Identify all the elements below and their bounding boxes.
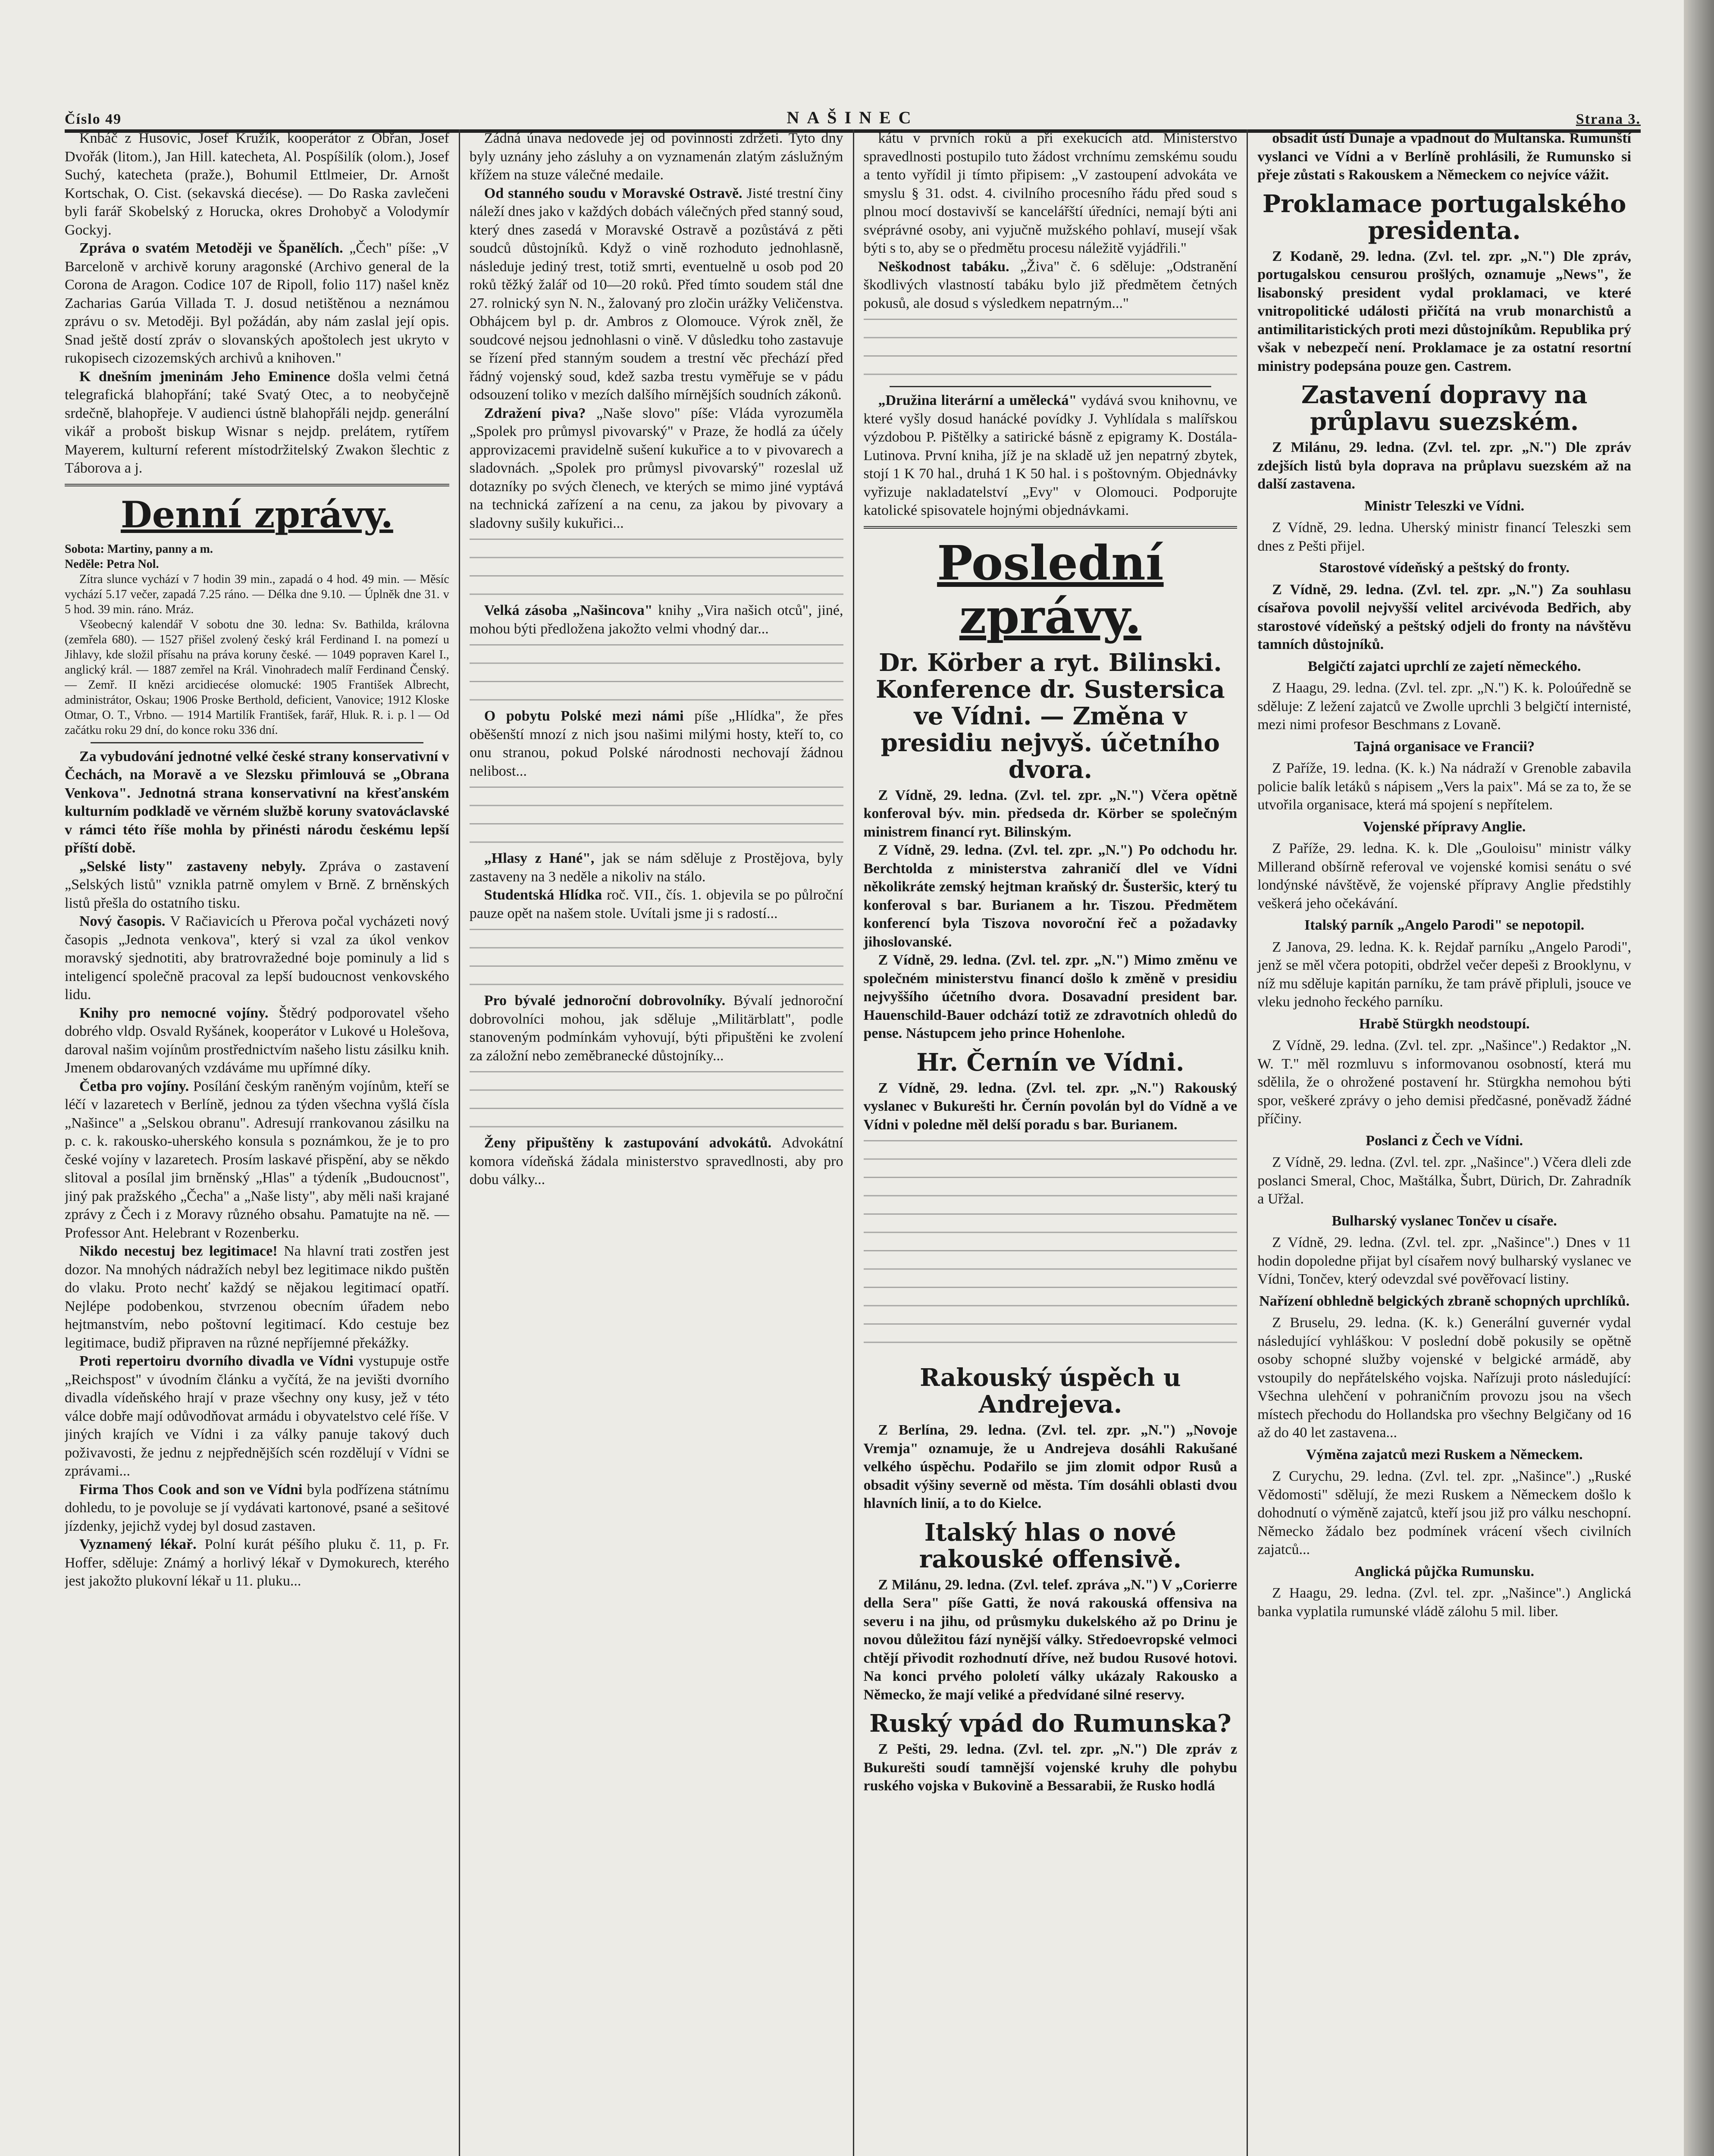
text-block [470, 638, 843, 707]
column-2 [459, 129, 853, 2156]
article-heading: Belgičtí zajatci uprchlí ze zajetí německého. [1307, 658, 1581, 674]
article-lead: Zpráva o svatém Metoději ve Španělích. [79, 240, 343, 256]
article-paragraph: Z Paříže, 19. ledna. (K. k.) Na nádraží v Grenoble zabavila policie balík letáků s nápisem „Vers la paix". Má se za to, že se utvořila organisace, která má spojení s nepřítelem. [1257, 760, 1631, 813]
article-paragraph: „Selské listy" zastaveny nebyly. Zpráva o zastavení „Selských listů" vznikla patrně omylem v Brně. Z brněnských listů přešla do ostatního tisku. [65, 858, 449, 911]
column-4 [1247, 129, 1641, 2156]
article-paragraph: Z Vídně, 29. ledna. (Zvl. tel. zpr. „N.") Po odchodu hr. Berchtolda z ministerstva zahraničí dlel ve Vídni několikráte zemský hejtman kraňský dr. Šusteršic, který tu konferoval s bar. Burianem a hr. Tiszou. Předmětem konferencí byla Tiszova novoroční řeč a požadavky jihoslovanské. [863, 842, 1238, 950]
article-paragraph: Z Vídně, 29. ledna. (Zvl. tel. zpr. „N.") Za souhlasu císařova povolil nejvyšší velitel arcivévoda Bedřich, aby starostové vídeňský a peštský odjeli do fronty na návštěvu tamních důstojníků. [1257, 581, 1631, 652]
article-paragraph: Zpráva o svatém Metoději ve Španělích. „Čech" píše: „V Barceloně v archivě koruny aragonské (Archivo general de la Corona de Aragon. Codice 107 de Ripoll, folio 117) našel kněz Zacharias Garúa Villada T. J. dosud netištěnou a neznámou zprávu o sv. Metoději. Byl požádán, aby nám zaslal její opis. Snad ještě dostí zpráv o slovanských apoštolech jest ukryto v rukopisech cizozemských archivů a knihoven." [65, 240, 449, 366]
article-paragraph: Z Vídně, 29. ledna. Uherský ministr financí Teleszki sem dnes z Pešti přijel. [1257, 520, 1631, 554]
divider [65, 484, 449, 486]
section-heading-denni-zpravy: Denní zprávy. [120, 493, 393, 536]
text-block [864, 1134, 1238, 1358]
article-heading: Ruský vpád do Rumunska? [869, 1709, 1231, 1738]
article-heading: Rakouský úspěch u Andrejeva. [920, 1363, 1181, 1419]
issue-number: Číslo 49 [65, 111, 122, 127]
article-paragraph: Z Vídně, 29. ledna. (Zvl. tel. zpr. „N.") Mimo změnu ve společném ministerstvu financí došlo k změně v presidiu nejvyššího účetního dvora. Dosavadní president bar. Hauenschild-Bauer odchází totiž ze zdravotních ohledů do pense. Nástupcem jeho prince Hohenlohe. [863, 952, 1238, 1041]
article-paragraph: Neškodnost tabáku. „Živa" č. 6 sděluje: „Odstranění škodlivých vlastností tabáku bylo již předmětem četných pokusů, ale dosud s výsledkem nepatrným..." [863, 258, 1238, 311]
article-heading: Poslanci z Čech ve Vídni. [1366, 1132, 1523, 1149]
article-heading: Výměna zajatců mezi Ruskem a Německem. [1306, 1446, 1583, 1463]
article-heading: Italský hlas o nové rakouské offensivě. [919, 1518, 1181, 1573]
article-paragraph: Z Haagu, 29. ledna. (Zvl. tel. zpr. „N.") K. k. Poloúředně se sděluje: Z ležení zajatců ve Zwolle uprchli 3 belgičtí internisté, mezi nimi profesor Beschmans z Lovaně. [1257, 680, 1631, 733]
column-1 [65, 129, 459, 2156]
article-paragraph: Knihy pro nemocné vojíny. Štědrý podporovatel všeho dobrého vldp. Osvald Ryšánek, kooperátor v Lukové u Holešova, daroval našim vojínům prostřednictvím našeho listu zásilku knih. Jmenem obdarovaných vzdáváme mu upřímné díky. [65, 1005, 449, 1076]
article-paragraph: Nikdo necestuj bez legitimace! Na hlavní trati zostřen jest dozor. Na mnohých nádražích nebyl bez legitimace nikdo puštěn do vlaku. Proto nechť každý se nějakou legitimací opatří. Nejlépe podobenkou, stvrzenou obecním úřadem nebo hejtmanstvím, nebo poštovní legitimací. Kdo cestuje bez legitimace, budiž připraven na různé nepříjemné překážky. [65, 1243, 449, 1351]
columns [65, 129, 1641, 2156]
article-heading: Ministr Teleszki ve Vídni. [1364, 498, 1525, 514]
article-paragraph: Z Milánu, 29. ledna. (Zvl. telef. zpráva „N.") V „Corierre della Sera" píše Gatti, že nová rakouská offensiva na severu i na jihu, od průsmyku dukelského až po Drinu je novou důležitou fází nynější války. Středoevropské velmoci chtějí přivodit rozhodnutí dříve, než budou Rusové hotovi. Na konci prvého pololetí války ukázaly Rakousko a Německo, že mají veliké a předvídané silné reservy. [863, 1576, 1238, 1703]
article-paragraph: Z Vídně, 29. ledna. (Zvl. tel. zpr. „Našince".) Dnes v 11 hodin dopoledne přijat byl císařem nový bulharský vyslanec ve Vídni, Tončev, který odevzdal své pověřovací listiny. [1257, 1235, 1631, 1287]
article-paragraph: Za vybudování jednotné velké české strany konservativní v Čechách, na Moravě a ve Slezsku přimlouvá se „Obrana Venkova". Jednotná strana konservativní na křesťanském kulturním podkladě ve věrném službě koruny svatováclavské v rámci této říše mohla by přinésti národu českému lepší příští době. [65, 748, 449, 856]
page-number: Strana 3. [1576, 111, 1641, 127]
article-paragraph: Studentská Hlídka roč. VII., čís. 1. objevila se po půlroční pauze opět na našem stole. Uvítali jsme ji s radostí... [469, 887, 843, 921]
article-heading: Tajná organisace ve Francii? [1354, 738, 1535, 755]
article-heading: Vojenské přípravy Anglie. [1363, 818, 1526, 835]
masthead-title: NAŠINEC [786, 108, 919, 127]
calendar-names: Sobota: Martiny, panny a m. Neděle: Petra Nol. Zítra slunce vychází v 7 hodin 39 min., zapadá o 4 hod. 49 min. — Měsíc vychází 5.17 večer, zapadá 7.25 ráno. — Délka dne 9.10. — Úplněk dne 31. v 5 hod. 39 min. ráno. Mráz. Všeobecný kalendář V sobotu dne 30. ledna: Sv. Bathilda, královna (zemřela 680). — 1527 přišel zvolený český král Ferdinand I. na pomezí u Jihlavy, kde složil přísahu na práva koruny české. — 1049 popraven Karel I., anglický král. — 1887 zemřel na Král. Vinohradech malíř Ferdinand Čenský. — Zemř. II knězi arcidiecése olomucké: 1905 František Albrecht, administrátor, Oskau; 1906 Proske Berthold, deficient, Vanovice; 1912 Kloske Otmar, O. T., Vrbno. — 1914 Martilík František, farář, Hluk. R. i. p. l — Od začátku roku 29 dní, do konce roku 336 dní. [65, 542, 449, 737]
article-paragraph: Pro bývalé jednoroční dobrovolníky. Bývalí jednoroční dobrovolníci mohou, jak sděluje „Militärblatt", podle stanoveným podmínkám vyhovují, býti připuštěni ke zvolení za záložní nebo zeměbranecké důstojníky... [469, 993, 843, 1064]
article-heading: Hr. Černín ve Vídni. [916, 1048, 1184, 1077]
article-paragraph: Z Vídně, 29. ledna. (Zvl. tel. zpr. „Našince".) Včera dleli zde poslanci Smeral, Choc, Maštálka, Šubrt, Dürich, Dr. Zahradník a Uřžal. [1257, 1154, 1631, 1207]
article-heading: Anglická půjčka Rumunsku. [1354, 1563, 1534, 1579]
article-paragraph: Z Curychu, 29. ledna. (Zvl. tel. zpr. „Našince".) „Ruské Vědomosti" sdělují, že mezi Ruskem a Německem došlo k dohodnutí o výměně zajatců, kteří jsou již pro válku neschopní. Německo žádalo bez podmínek vrácení všech civilních zajatců... [1257, 1468, 1631, 1557]
article-heading: Dr. Körber a ryt. Bilinski. Konference dr. Sustersica ve Vídni. — Změna v presidiu nejvyš. účetního dvora. [876, 648, 1225, 784]
article-paragraph: Žádná únava nedovede jej od povinnosti zdržeti. Tyto dny byly uznány jeho zásluhy a on vyznamenán zlatým záslužným křížem na stuze válečné medaile. [469, 130, 843, 183]
article-paragraph: Zdražení piva? „Naše slovo" píše: Vláda vyrozuměla „Spolek pro průmysl pivovarský" v Praze, že hodlá za účely approvizacemi pravidelně sušení kukuřice a to v pivovarech a sladovnách. „Spolek pro průmysl pivovarský" rozeslal už dotazníky po svých členech, ve kterých se mimo jiné vyptává na technická zařízení a na cenu, za jakou by pivovary a sladovny sušily kukuřici... [469, 405, 843, 531]
text-block [470, 1065, 843, 1134]
article-paragraph: Velká zásoba „Našincova" knihy „Vira našich otců", jiné, mohou býti předložena jakožto velmi vhodný dar... [469, 602, 843, 637]
article-paragraph: Z Paříže, 29. ledna. K. k. Dle „Gouloisu" ministr války Millerand obšírně referoval ve vojenské komisi senátu o své londýnské návštěvě, že vojenské přípravy Anglie předstihly veškerá jeho očekávání. [1257, 840, 1631, 912]
article-heading: Proklamace portugalského presidenta. [1262, 189, 1626, 245]
divider [864, 526, 1238, 529]
article-paragraph: Proti repertoiru dvorního divadla ve Vídni vystupuje ostře „Reichspost" v úvodním článku a vyčítá, že na jevišti dvorního divadla vídeňského hrají v praze všechny ony kusy, jež v této válce dobře mají odůvodňovat armádu i obyvatelstvo celé říše. V jiných krajích ve Vídni i za války panuje takový duch poživavosti, že jednu z nejpřednějších scén rozdělují v Vídni se zprávami... [65, 1353, 449, 1479]
article-paragraph: Z Vídně, 29. ledna. (Zvl. tel. zpr. „Našince".) Redaktor „N. W. T." měl rozmluvu s informovanou osobností, která mu sdělila, že o ohrožené postavení hr. Stürgkha nemohou býti spor, veškeré zprávy o jeho demisi předčasné, poněvadž žádné příčiny. [1257, 1037, 1631, 1127]
article-paragraph: Knbáč z Husovic, Josef Kružík, kooperátor z Obřan, Josef Dvořák (litom.), Jan Hill. katecheta, Al. Pospíšilík (olom.), Josef Suchý, katecheta (praže.), Bohumil Ettlmeier, Dr. Arnošt Kortschak, O. Cist. (sekavská diecése). — Do Raska zavlečeni byli farář Skobelský z Horucka, okres Drohobyč a Volodymír Gockyj. [65, 130, 449, 238]
text-block [470, 533, 843, 602]
text-block [470, 780, 843, 849]
article-paragraph: kátu v prvních roků a při exekucích atd. Ministerstvo spravedlnosti postupilo tuto žádost vrchnímu zemskému soudu a tento vyřídil ji tímto připisem: „V zastoupení advokáta ve smyslu § 31. odst. 4. civilního procesního řádu před soud s plnou mocí dostavivší se kancelářští úředníci, nemají býti ani svéprávné osoby, ani vyjučně mužského pohlaví, musejí však býti s to, aby se o předmětu procesu náležitě vyjádřili." [863, 130, 1238, 256]
article-paragraph: obsadit ústí Dunaje a vpadnout do Multanska. Rumunští vyslanci ve Vídni a v Berlíně prohlásili, že Rumunsko si přeje zůstati s Rakouskem a Německem co nejvíce vážit. [1257, 130, 1631, 183]
text-block [470, 923, 843, 992]
article-heading: Bulharský vyslanec Tončev u císaře. [1332, 1213, 1557, 1229]
article-paragraph: Z Vídně, 29. ledna. (Zvl. tel. zpr. „N.") Včera opětně konferoval býv. min. předseda dr. Körber se společným ministrem financí ryt. Bilinským. [863, 787, 1238, 840]
article-paragraph: Z Kodaně, 29. ledna. (Zvl. tel. zpr. „N.") Dle zpráv, portugalskou censurou prošlých, oznamuje „News", že lisabonský president vydal proklamaci, ve které vnitropolitické události přičítá na vrub monarchistů a antimilitaristických proti mezi důstojníkům. Republika prý však v nebezpečí není. Proklamace je za ostatní resortní ministry podepsána pouze gen. Castrem. [1257, 248, 1631, 374]
article-paragraph: „Družina literární a umělecká" vydává svou knihovnu, ve které vyšly dosud hanácké povídky J. Vyhlídala s malířskou výzdobou P. Pištělky a satirické básně z epigramy K. Dostála-Lutinova. První kniha, jíž je na skladě už jen nepatrný zbytek, stojí 1 K 70 hal., druhá 1 K 50 hal. i s poštovným. Objednávky vyřizuje nakladatelství „Evy" v Olomouci. Podporujte katolické spisovatele hojnými objednávkami. [863, 392, 1238, 518]
article-heading: Zastavení dopravy na průplavu suezském. [1301, 381, 1588, 436]
article-paragraph: Z Pešti, 29. ledna. (Zvl. tel. zpr. „N.") Dle zpráv z Bukurešti soudí tamnější vojenské kruhy dle pohybu ruského vojska v Bukovině a Bessarabii, že Rusko hodlá [863, 1741, 1238, 1794]
article-paragraph: Od stanného soudu v Moravské Ostravě. Jisté trestní činy náleží dnes jako v každých dobách válečných před stanný soud, který dnes zasedá v Moravské Ostravě a pozůstává z pěti soudců důstojníků. Když o vině rozhoduto jednohlasně, následuje jediný trest, totiž smrti, eventuelně u osob pod 20 roků těžký žalář od 10—20 roků. Před tímto soudem stál dne 27. rolnický syn N. N., žalovaný pro zločin urážky Veličenstva. Obhájcem byl p. dr. Ambros z Olomouce. Výrok zněl, že soudcové nejsou jednohlasni o vině. V důsledku toho zastavuje se řízení před stanným soudem a trestní věc přechází před řádný vojenský soud, kdež sazba trestu vyměřuje se v pádu odsouzení toliko v mezích dalšího mírnějších soudních zákonů. [469, 185, 843, 403]
article-paragraph: „Hlasy z Hané", jak se nám sděluje z Prostějova, byly zastaveny na 3 neděle a nikoliv na stálo. [469, 850, 843, 885]
article-paragraph: Z Milánu, 29. ledna. (Zvl. tel. zpr. „N.") Dle zpráv zdejších listů byla doprava na průplavu suezském až na další zastavena. [1257, 439, 1631, 492]
article-heading: Starostové vídeňský a peštský do fronty. [1319, 560, 1570, 576]
article-paragraph: Z Vídně, 29. ledna. (Zvl. tel. zpr. „N.") Rakouský vyslanec v Bukurešti hr. Černín povolán byl do Vídně a ve Vídni v poledne měl delší poradu s bar. Burianem. [863, 1080, 1238, 1133]
article-heading: Italský parník „Angelo Parodi" se nepotopil. [1304, 917, 1585, 933]
article-paragraph: Nový časopis. V Račiavicích u Přerova počal vycházeti nový časopis „Jednota venkova", který si vzal za úkol venkov moravský sjednotiti, aby bratrovražedné boje pominuly a lid s inteligencí společně pracoval za lepší budoucnost venkovského lidu. [65, 913, 449, 1003]
text-block [864, 313, 1238, 382]
article-paragraph: Z Janova, 29. ledna. K. k. Rejdař parníku „Angelo Parodi", jenž se měl včera potopiti, obdržel večer depeši z Brooklynu, v níž mu sděluje kapitán parníku, že tam právě připluli, jsouce ve vleku jednoho řeckého parníku. [1257, 939, 1631, 1010]
column-3 [853, 129, 1247, 2156]
divider [91, 742, 423, 743]
page-edge-shadow [1684, 0, 1714, 2156]
section-heading-posledni-zpravy: Poslední zprávy. [937, 535, 1164, 644]
article-lead: K dnešním jmeninám Jeho Eminence [79, 368, 330, 385]
article-paragraph: Ženy připuštěny k zastupování advokátů. Advokátní komora vídeňská žádala ministerstvo spravedlnosti, aby pro dobu války... [469, 1135, 843, 1188]
article-paragraph: Četba pro vojíny. Posílání českým raněným vojínům, kteří se léčí v lazaretech v Berlíně, jednou za týden všechna vyšlá čísla „Našince" a „Selskou obranu". Adresují rrankovanou zásilku na p. c. k. rakousko-uherského konsula s poznámkou, že je to pro české vojíny v lazaretech. Prosím laskavé přispění, aby se někdo slitoval a posílal jim brněnský „Hlas" a týdeník „Budoucnost", jiný pak pražského „Čecha" a „Naše listy", aby měli naši krajané zprávy z Čech i z Moravy různého obsahu. Pamatujte na ně. — Professor Ant. Helebrant v Rozenberku. [65, 1078, 449, 1241]
article-paragraph: O pobytu Polské mezi námi píše „Hlídka", že přes oběšenští mnozí z nich jsou našimi milými hosty, kteří to, co onu stranou, pokud Polské národnosti nechovají žádnou nelibost... [469, 708, 843, 779]
divider [890, 386, 1212, 387]
article-paragraph: Z Bruselu, 29. ledna. (K. k.) Generální guvernér vydal následující vyhláškou: V poslední době pokusily se opětně osoby schopné služby vojenské v belgické armádě, aby vstoupily do nepřátelského vojska. Nařízuji proto následující: Všechna ulehčení v pohraničním provozu jsou na všech místech přechodu do Hollandska pro všechny Belgičany od 16 až do 40 let zastavena... [1257, 1315, 1631, 1441]
article-heading: Nařízení obhledně belgických zbraně schopných uprchlíků. [1259, 1293, 1630, 1309]
article-paragraph: Vyznamený lékař. Polní kurát péšího pluku č. 11, p. Fr. Hoffer, sděluje: Známý a horlivý lékař v Dymokurech, kterého jest jakožto plukovní lékař u 11. pluku... [65, 1536, 449, 1589]
article-paragraph: Z Haagu, 29. ledna. (Zvl. tel. zpr. „Našince".) Anglická banka vyplatila rumunské vládě zálohu 5 mil. liber. [1257, 1585, 1631, 1620]
article-heading: Hrabě Stürgkh neodstoupí. [1359, 1015, 1530, 1032]
article-paragraph: Firma Thos Cook and son ve Vídni byla podřízena státnímu dohledu, to je povoluje se jí vydávati kartonové, psané a sešitové jízdenky, jejichž vydej byl dosud zastaven. [65, 1481, 449, 1534]
article-paragraph: K dnešním jmeninám Jeho Eminence došla velmi četná telegrafická blahopřání; také Svatý Otec, a to neobyčejně srdečně, blahopřeje. V audienci ústně blahopřáli nejdp. generální vikář a probošt biskup Wisnar s nejdp. prelátem, rytířem Mayerem, kulturní referent místodržitelský Zwakon šlechtic z Táborova a j. [65, 368, 449, 476]
article-paragraph: Z Berlína, 29. ledna. (Zvl. tel. zpr. „N.") „Novoje Vremja" oznamuje, že u Andrejeva dosáhli Rakušané velkého úspěchu. Podařilo se jim zlomit odpor Rusů a obsadit výšiny severně od města. Tím dosáhli oblasti dvou hlavních linií, a to do Kielce. [863, 1422, 1238, 1511]
